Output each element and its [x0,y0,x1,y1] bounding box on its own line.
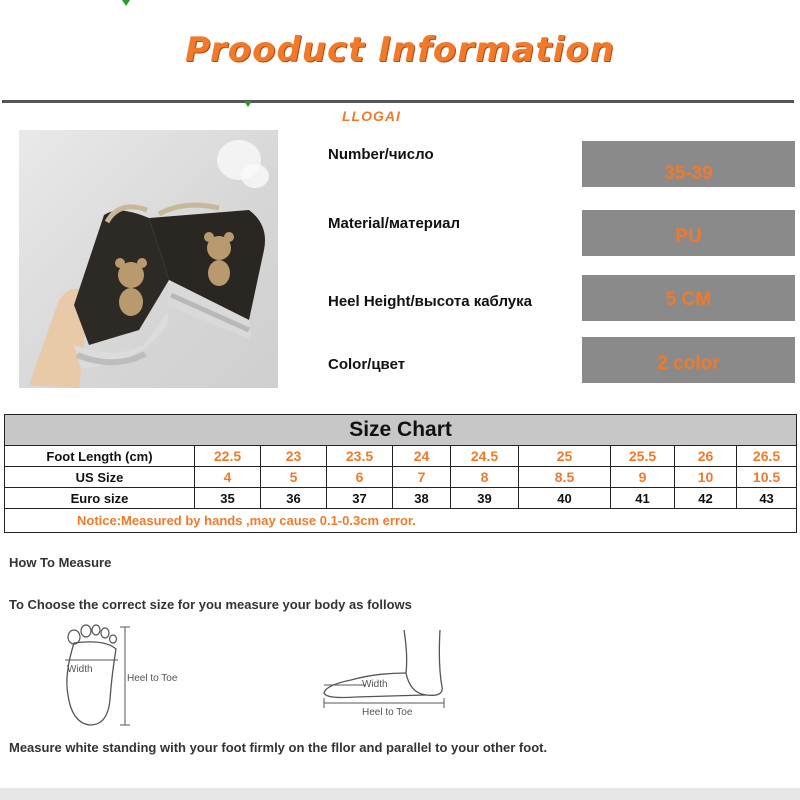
foot-top-length-label: Heel to Toe [127,673,178,684]
size-chart-notice: Notice:Measured by hands ,may cause 0.1-0.3cm error. [5,509,797,533]
page-title: Prooduct Information [185,30,615,70]
foot-side-width-label: Width [362,679,388,690]
table-row-us-size [5,467,797,488]
foot-length-cell: 26 [675,446,737,467]
foot-side-view-diagram [316,625,456,720]
bottom-strip [0,788,800,800]
euro-size-cell: 37 [327,488,393,509]
spec-label-color: Color/цвет [328,356,406,373]
euro-size-cell: 38 [393,488,451,509]
spec-value-heel-height: 5 CM [582,275,795,321]
us-size-cell: 4 [195,467,261,488]
foot-length-cell: 24 [393,446,451,467]
size-chart-table [4,414,797,533]
measure-heading: How To Measure [9,555,112,570]
us-size-cell: 10 [675,467,737,488]
us-size-cell: 9 [611,467,675,488]
row-label: Foot Length (cm) [5,446,195,467]
foot-top-view-diagram [50,615,210,730]
measure-footer-note: Measure white standing with your foot firmly on the fllor and parallel to your other foot. [9,740,548,755]
spec-value-number: 35-39 [582,141,795,187]
product-slipper-image [19,130,278,388]
foot-length-cell: 25.5 [611,446,675,467]
table-row-euro-size [5,488,797,509]
us-size-cell: 7 [393,467,451,488]
foot-length-cell: 23.5 [327,446,393,467]
euro-size-cell: 41 [611,488,675,509]
table-row-foot-length [5,446,797,467]
foot-length-cell: 22.5 [195,446,261,467]
spec-value-material: PU [582,210,795,256]
foot-length-cell: 24.5 [451,446,519,467]
decor-tick-icon [244,101,252,107]
spec-label-material: Material/материал [328,215,461,232]
spec-label-number: Number/число [328,146,434,163]
euro-size-cell: 36 [261,488,327,509]
us-size-cell: 5 [261,467,327,488]
us-size-cell: 8.5 [519,467,611,488]
foot-top-width-label: Width [67,664,93,675]
product-photo [19,130,278,388]
us-size-cell: 8 [451,467,519,488]
euro-size-cell: 42 [675,488,737,509]
foot-side-length-label: Heel to Toe [362,707,413,718]
foot-length-cell: 25 [519,446,611,467]
row-label: Euro size [5,488,195,509]
us-size-cell: 6 [327,467,393,488]
row-label: US Size [5,467,195,488]
brand-name: LLOGAI [342,108,401,124]
euro-size-cell: 35 [195,488,261,509]
foot-length-cell: 23 [261,446,327,467]
spec-label-heel-height: Heel Height/высота каблука [328,293,532,310]
euro-size-cell: 40 [519,488,611,509]
us-size-cell: 10.5 [737,467,797,488]
decor-tick-icon [122,0,130,6]
size-chart-title: Size Chart [5,415,797,446]
title-divider [2,100,794,103]
foot-length-cell: 26.5 [737,446,797,467]
measure-instruction: To Choose the correct size for you measure your body as follows [9,597,412,612]
euro-size-cell: 43 [737,488,797,509]
spec-value-color: 2 color [582,337,795,383]
euro-size-cell: 39 [451,488,519,509]
